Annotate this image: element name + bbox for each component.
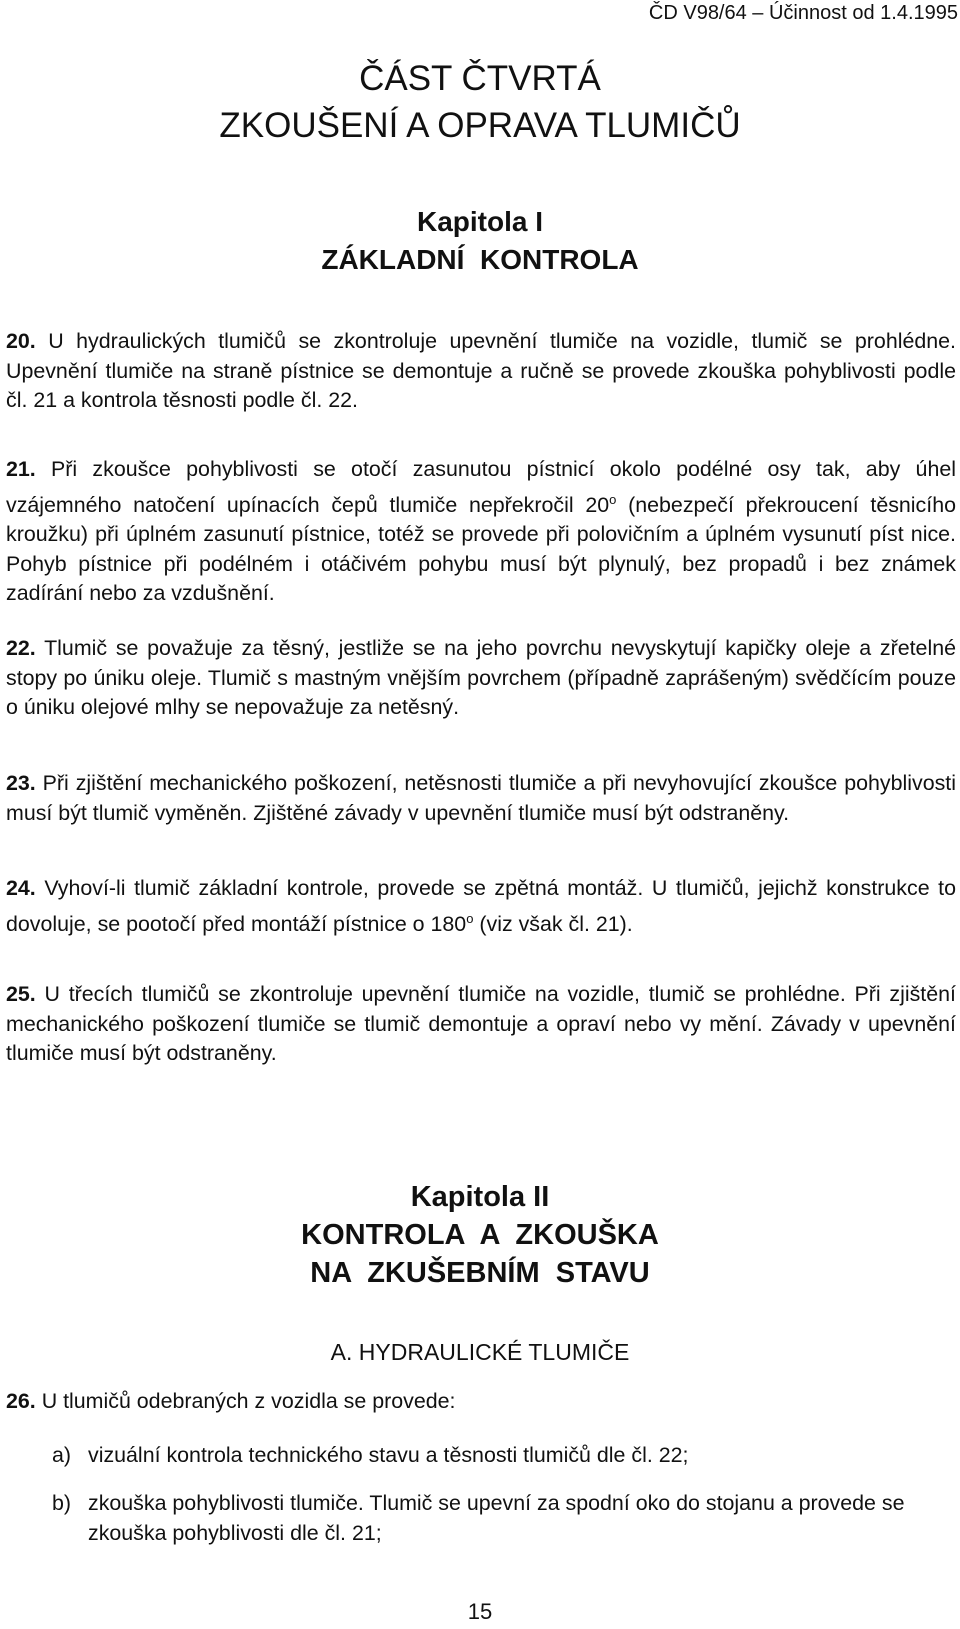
paragraph-text: U třecích tlumičů se zkontroluje upevnění tlumiče na vozidle, tlumič se prohlédne. Při zjištění mechanického poškození tlumiče se tlumič demontuje a opraví nebo vy mění. Závady v upevnění tlumiče musí být odstraněny. (6, 982, 956, 1065)
degree-superscript: o (609, 491, 617, 507)
paragraph-text: Tlumič se považuje za těsný, jestliže se na jeho povrchu nevyskytují kapičky oleje a zřetelné stopy po úniku oleje. Tlumič s mastným vnějším povrchem (případně zaprášeným) svědčícím pouze o úniku olejové mlhy se nepovažuje za netěsný. (6, 636, 956, 719)
paragraph-number: 20. (6, 329, 36, 353)
list-marker: a) (52, 1443, 72, 1467)
paragraph-number: 21. (6, 457, 36, 481)
chapter-2-heading-line-1: KONTROLA A ZKOUŠKA (301, 1219, 659, 1251)
paragraph-22 (6, 634, 956, 723)
paragraph-text: U hydraulických tlumičů se zkontroluje upevnění tlumiče na vozidle, tlumič se prohlédne. Upevnění tlumiče na straně pístnice se demontuje a ručně se provede zkouška pohyblivosti podle čl. 21 a kontrola těsnosti podle čl. 22. (6, 329, 956, 412)
page-number: 15 (467, 1599, 493, 1624)
chapter-1-title (0, 203, 960, 279)
list-item-text: vizuální kontrola technického stavu a těsnosti tlumičů dle čl. 22; (88, 1443, 689, 1467)
part-title-line-2: ZKOUŠENÍ A OPRAVA TLUMIČŮ (219, 106, 741, 145)
paragraph-23 (6, 769, 956, 828)
paragraph-21 (6, 455, 956, 609)
list-marker: b) (52, 1491, 72, 1515)
paragraph-number: 24. (6, 876, 36, 900)
paragraph-25 (6, 980, 956, 1069)
list-item-b (52, 1489, 956, 1548)
part-title (0, 55, 960, 149)
degree-superscript: o (466, 910, 474, 926)
paragraph-26 (6, 1387, 956, 1417)
document-reference: ČD V98/64 – Účinnost od 1.4.1995 (648, 2, 958, 24)
list-item-a (52, 1441, 956, 1471)
chapter-1-heading: ZÁKLADNÍ KONTROLA (321, 244, 639, 275)
paragraph-text: Při zkoušce pohyblivosti se otočí zasunutou pístnicí okolo podélné osy tak, aby úhel vzájemného natočení upínacích čepů tlumiče nepřekročil 20 (6, 457, 956, 517)
paragraph-text-continued: (nebezpečí překroucení těsnicího kroužku) při úplném zasunutí pístnice, totéž se provede při polovičním a úplném vysunutí píst nice. Pohyb pístnice při podélném i otáčivém pohybu musí být plynulý, bez propadů i bez známek zadírání nebo za vzdušnění. (6, 492, 956, 606)
paragraph-number: 26. (6, 1389, 36, 1413)
section-title: A. HYDRAULICKÉ TLUMIČE (330, 1339, 630, 1365)
paragraph-20 (6, 327, 956, 416)
chapter-1-label: Kapitola I (416, 206, 543, 237)
paragraph-text: U tlumičů odebraných z vozidla se provede: (35, 1389, 456, 1413)
part-title-line-1: ČÁST ČTVRTÁ (359, 59, 601, 98)
paragraph-text: Při zjištění mechanického poškození, netěsnosti tlumiče a při nevyhovující zkoušce pohyblivosti musí být tlumič vyměněn. Zjištěné závady v upevnění tlumiče musí být odstraněny. (6, 771, 956, 825)
paragraph-text-continued: (viz však čl. 21). (473, 911, 633, 936)
paragraph-24 (6, 874, 956, 939)
paragraph-number: 23. (6, 771, 36, 795)
chapter-2-heading-line-2: NA ZKUŠEBNÍM STAVU (310, 1257, 650, 1289)
paragraph-text: Vyhoví-li tlumič základní kontrole, provede se zpětná montáž. U tlumičů, jejichž konstrukce to dovoluje, se pootočí před montáží pístnice o 180 (6, 876, 956, 936)
paragraph-number: 22. (6, 636, 36, 660)
chapter-2-title (0, 1178, 960, 1292)
chapter-2-label: Kapitola II (410, 1181, 550, 1213)
list-item-text: zkouška pohyblivosti tlumiče. Tlumič se upevní za spodní oko do stojanu a provede se zkouška pohyblivosti dle čl. 21; (88, 1491, 905, 1545)
paragraph-number: 25. (6, 982, 36, 1006)
